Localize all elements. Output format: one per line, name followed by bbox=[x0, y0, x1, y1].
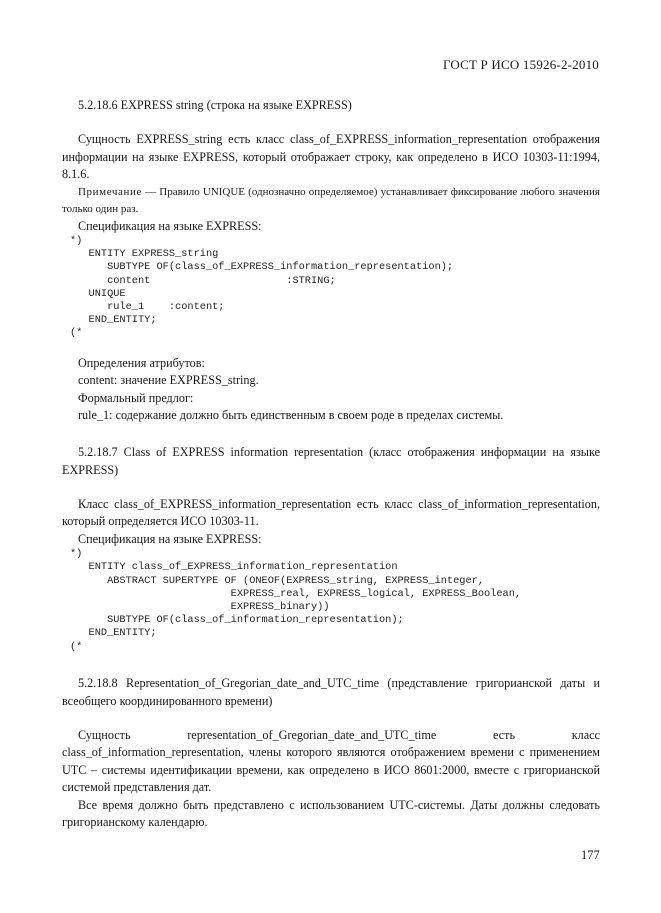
formal-title: Формальный предлог: bbox=[78, 390, 194, 405]
page-content bbox=[62, 96, 600, 832]
express-code-block: *) ENTITY EXPRESS_string SUBTYPE OF(class_of_EXPRESS_information_representation); content :STRING; UNIQUE rule_1 :content; END_ENTITY; (* bbox=[70, 235, 454, 340]
spec-label: Спецификация на языке EXPRESS: bbox=[78, 531, 262, 546]
rule-text: rule_1: содержание должно быть единственным в своем роде в пределах системы. bbox=[78, 408, 504, 423]
section-heading-gregorian-date: 5.2.18.8 Representation_of_Gregorian_date_and_UTC_time (представление григорианской даты и всеобщего координированного времени) bbox=[62, 675, 600, 708]
section-heading-express-string: 5.2.18.6 EXPRESS string (строка на языке EXPRESS) bbox=[78, 98, 352, 112]
attr-content: content: значение EXPRESS_string. bbox=[78, 373, 259, 388]
note-text: — Правило UNIQUE (однозначно определяемое) устанавливает фиксирование любого значения только один раз. bbox=[62, 185, 600, 215]
page-number: 177 bbox=[581, 848, 600, 862]
express-code-block: *) ENTITY class_of_EXPRESS_information_representation ABSTRACT SUPERTYPE OF (ONEOF(EXPRESS_string, EXPRESS_integer, EXPRESS_real, EXPRESS_logical, EXPRESS_Boolean, EXPRESS_binary)) SUBTYPE OF(class_of_information_representation); END_ENTITY; (* bbox=[70, 548, 522, 653]
attr-title: Определения атрибутов: bbox=[78, 355, 205, 370]
note-label: Примечание bbox=[78, 185, 142, 198]
section-heading-class-of-express: 5.2.18.7 Class of EXPRESS information representation (класс отображения информации на языке EXPRESS) bbox=[62, 444, 600, 477]
paragraph: Все время должно быть представлено с использованием UTC-системы. Даты должны следовать григорианскому календарю. bbox=[62, 797, 600, 830]
paragraph: Сущность representation_of_Gregorian_date_and_UTC_time есть класс class_of_information_representation, члены которого являются отображением времени с применением UTC – системы идентификации времени, как определено в ИСО 8601:2000, вместе с григорианской системой представления дат. bbox=[62, 727, 600, 795]
paragraph: Сущность EXPRESS_string есть класс class_of_EXPRESS_information_representation отображения информации на языке EXPRESS, который отображает строку, как определено в ИСО 10303-11:1994, 8.1.6. bbox=[62, 132, 600, 181]
spec-label: Спецификация на языке EXPRESS: bbox=[78, 218, 262, 233]
note bbox=[62, 184, 600, 218]
paragraph: Класс class_of_EXPRESS_information_representation есть класс class_of_information_representation, который определяется ИСО 10303-11. bbox=[62, 496, 600, 529]
standard-header: ГОСТ Р ИСО 15926-2-2010 bbox=[442, 57, 599, 72]
